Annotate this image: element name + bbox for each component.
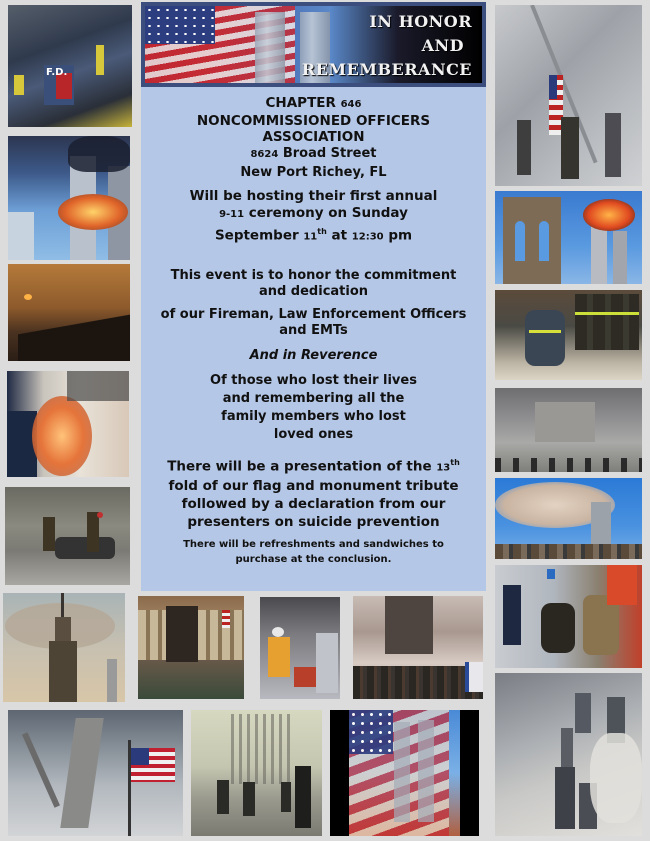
chapter-label: CHAPTER (265, 95, 336, 111)
photo-collapsed-debris (495, 388, 642, 472)
remembrance-statement (141, 372, 486, 444)
responders-line-2: and EMTs (279, 322, 348, 338)
honor-line-1: This event is to honor the commitment (170, 267, 457, 283)
event-month: September (214, 227, 299, 244)
street-name: Broad Street (282, 146, 377, 161)
banner-line-3: REMEMBERANCE (301, 60, 472, 79)
presentation-line-4: presenters on suicide prevention (187, 514, 440, 530)
photo-rescue-workers (260, 597, 340, 699)
org-line-3: ASSOCIATION (262, 129, 365, 145)
event-info-panel (141, 87, 486, 591)
responders-line-1: of our Fireman, Law Enforcement Officers (160, 306, 467, 322)
photo-flag-ruins (8, 710, 183, 836)
photo-crowd-building (353, 596, 483, 699)
photo-tower-impact (8, 136, 130, 260)
event-day: 11 (303, 231, 318, 243)
photo-firefighter-kneeling (495, 290, 642, 380)
fold-number: 13 (436, 462, 451, 473)
twin-tower-left (255, 12, 285, 83)
chapter-number: 646 (340, 99, 362, 110)
lost-line-4: loved ones (273, 426, 354, 442)
photo-police-firefighters (495, 565, 642, 668)
address (141, 145, 486, 182)
event-ampm: pm (388, 227, 413, 244)
banner-title (302, 10, 472, 82)
lost-line-3: family members who lost (221, 408, 406, 424)
photo-flag-twin-towers (330, 710, 479, 836)
photo-firefighters-rubble (5, 487, 130, 585)
organization-name (141, 87, 486, 145)
at-word: at (331, 227, 348, 244)
fd-caption: F.D. (46, 67, 68, 78)
presentation-line-1: There will be a presentation of the (167, 458, 432, 474)
refreshments-line-2: purchase at the conclusion. (235, 554, 392, 565)
photo-flag-raising (495, 5, 642, 186)
photo-brooklyn-bridge-towers (495, 191, 642, 284)
photo-firefighters-fog (191, 710, 322, 836)
presentation-line-3: followed by a declaration from our (181, 496, 446, 512)
photo-aerial-dust (495, 673, 642, 836)
hosting-line-1: Will be hosting their first annual (189, 188, 438, 204)
event-datetime (141, 223, 486, 246)
honor-statement (141, 268, 486, 300)
event-time: 12:30 (351, 231, 384, 243)
hosting-announcement (141, 188, 486, 246)
presentation-statement (141, 454, 486, 532)
photo-pentagon (138, 596, 244, 699)
banner-line-2: AND (421, 36, 464, 55)
photo-smoke-ruins (8, 264, 130, 361)
fold-suffix: th (450, 457, 460, 467)
header-banner (141, 2, 486, 87)
refreshments-note (141, 537, 486, 567)
ceremony-number: 9-11 (219, 209, 245, 220)
street-number: 8624 (250, 149, 279, 160)
honor-line-2: and dedication (258, 283, 369, 299)
ceremony-text: ceremony on Sunday (248, 205, 408, 221)
day-suffix: th (317, 227, 327, 236)
photo-empire-state-smoke (3, 593, 125, 702)
city-state: New Port Richey, FL (240, 165, 387, 180)
org-line-2: NONCOMMISSIONED OFFICERS (196, 113, 431, 129)
lost-line-1: Of those who lost their lives (210, 372, 417, 388)
photo-tower-fireball (7, 371, 129, 477)
refreshments-line-1: There will be refreshments and sandwiches to (183, 539, 444, 550)
photo-smoke-skyline (495, 478, 642, 559)
presentation-line-2: fold of our flag and monument tribute (168, 478, 459, 494)
photo-firefighters-embrace (8, 5, 132, 127)
reverence-heading: And in Reverence (249, 347, 378, 363)
flag-stars-icon (145, 6, 215, 44)
first-responders-statement (141, 307, 486, 339)
lost-line-2: and remembering all the (222, 390, 405, 406)
banner-line-1: IN HONOR (369, 12, 472, 31)
